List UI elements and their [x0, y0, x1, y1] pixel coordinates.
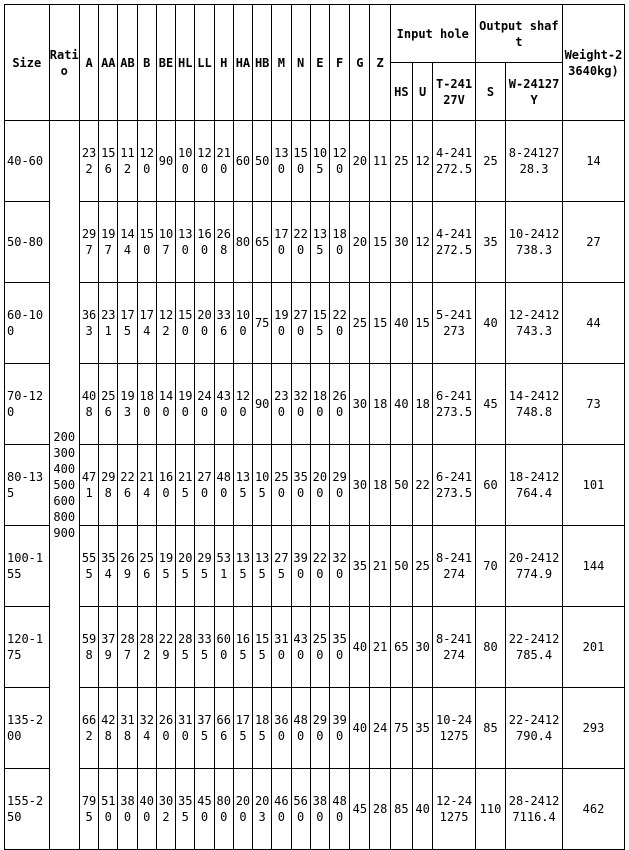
weight-header: Weight-23640kg): [563, 5, 625, 121]
value-cell: 30: [413, 607, 433, 688]
u-header: U: [413, 63, 433, 121]
size-cell: 40-60: [5, 121, 50, 202]
col-header: HB: [253, 5, 272, 121]
value-cell: 15: [370, 202, 390, 283]
col-header: F: [330, 5, 350, 121]
value-cell: 50: [253, 121, 272, 202]
col-header: E: [311, 5, 330, 121]
value-cell: 428: [99, 688, 118, 769]
value-cell: 18: [370, 364, 390, 445]
s-header: S: [476, 63, 506, 121]
value-cell: 462: [563, 769, 625, 850]
value-cell: 110: [476, 769, 506, 850]
size-header: Size: [5, 5, 50, 121]
value-cell: 40: [350, 607, 370, 688]
value-cell: 65: [253, 202, 272, 283]
value-cell: 290: [311, 688, 330, 769]
size-cell: 135-200: [5, 688, 50, 769]
ratio-cell: 200 300 400 500 600 800 900: [50, 121, 80, 850]
value-cell: 430: [292, 607, 311, 688]
table-row: [5, 121, 625, 202]
value-cell: 256: [99, 364, 118, 445]
value-cell: 10-2412738.3: [506, 202, 563, 283]
value-cell: 220: [330, 283, 350, 364]
value-cell: 350: [292, 445, 311, 526]
value-cell: 336: [215, 283, 234, 364]
value-cell: 165: [234, 607, 253, 688]
value-cell: 120: [330, 121, 350, 202]
value-cell: 14-2412748.8: [506, 364, 563, 445]
value-cell: 290: [330, 445, 350, 526]
col-header: LL: [195, 5, 214, 121]
w-header: W-24127Y: [506, 63, 563, 121]
value-cell: 105: [253, 445, 272, 526]
col-header: G: [350, 5, 370, 121]
value-cell: 35: [476, 202, 506, 283]
value-cell: 144: [563, 526, 625, 607]
value-cell: 480: [292, 688, 311, 769]
value-cell: 200: [234, 769, 253, 850]
value-cell: 75: [253, 283, 272, 364]
value-cell: 320: [292, 364, 311, 445]
value-cell: 22-2412785.4: [506, 607, 563, 688]
table-body: [5, 121, 625, 850]
value-cell: 150: [176, 283, 195, 364]
value-cell: 60: [476, 445, 506, 526]
value-cell: 8-241274: [433, 607, 476, 688]
value-cell: 460: [272, 769, 291, 850]
value-cell: 201: [563, 607, 625, 688]
value-cell: 256: [138, 526, 157, 607]
value-cell: 21: [370, 607, 390, 688]
value-cell: 20: [350, 121, 370, 202]
col-header: H: [215, 5, 234, 121]
value-cell: 12-2412743.3: [506, 283, 563, 364]
value-cell: 180: [138, 364, 157, 445]
value-cell: 122: [157, 283, 176, 364]
col-header: B: [138, 5, 157, 121]
value-cell: 65: [391, 607, 413, 688]
value-cell: 190: [272, 283, 291, 364]
value-cell: 18-2412764.4: [506, 445, 563, 526]
value-cell: 229: [157, 607, 176, 688]
value-cell: 220: [292, 202, 311, 283]
value-cell: 302: [157, 769, 176, 850]
value-cell: 4-241272.5: [433, 202, 476, 283]
value-cell: 25: [476, 121, 506, 202]
value-cell: 14: [563, 121, 625, 202]
value-cell: 8-241274: [433, 526, 476, 607]
output-shaft-header: Output shaft: [476, 5, 563, 63]
value-cell: 174: [138, 283, 157, 364]
value-cell: 144: [118, 202, 137, 283]
value-cell: 197: [99, 202, 118, 283]
value-cell: 185: [253, 688, 272, 769]
value-cell: 215: [176, 445, 195, 526]
value-cell: 18: [413, 364, 433, 445]
value-cell: 800: [215, 769, 234, 850]
value-cell: 230: [272, 364, 291, 445]
value-cell: 60: [234, 121, 253, 202]
value-cell: 25: [413, 526, 433, 607]
value-cell: 11: [370, 121, 390, 202]
value-cell: 107: [157, 202, 176, 283]
value-cell: 268: [215, 202, 234, 283]
value-cell: 270: [292, 283, 311, 364]
table-row: [5, 202, 625, 283]
value-cell: 295: [195, 526, 214, 607]
value-cell: 6-241273.5: [433, 445, 476, 526]
value-cell: 30: [391, 202, 413, 283]
value-cell: 193: [118, 364, 137, 445]
value-cell: 375: [195, 688, 214, 769]
value-cell: 25: [391, 121, 413, 202]
value-cell: 260: [330, 364, 350, 445]
value-cell: 20-2412774.9: [506, 526, 563, 607]
value-cell: 100: [234, 283, 253, 364]
value-cell: 75: [391, 688, 413, 769]
value-cell: 250: [272, 445, 291, 526]
value-cell: 28: [370, 769, 390, 850]
value-cell: 250: [311, 607, 330, 688]
value-cell: 287: [118, 607, 137, 688]
value-cell: 50: [391, 445, 413, 526]
value-cell: 135: [311, 202, 330, 283]
value-cell: 390: [330, 688, 350, 769]
value-cell: 310: [272, 607, 291, 688]
value-cell: 35: [350, 526, 370, 607]
value-cell: 6-241273.5: [433, 364, 476, 445]
value-cell: 22-2412790.4: [506, 688, 563, 769]
value-cell: 135: [253, 526, 272, 607]
value-cell: 130: [272, 121, 291, 202]
value-cell: 35: [413, 688, 433, 769]
value-cell: 335: [195, 607, 214, 688]
value-cell: 324: [138, 688, 157, 769]
value-cell: 430: [215, 364, 234, 445]
value-cell: 12: [413, 121, 433, 202]
value-cell: 85: [476, 688, 506, 769]
value-cell: 80: [476, 607, 506, 688]
col-header: HA: [234, 5, 253, 121]
table-row: [5, 607, 625, 688]
value-cell: 15: [413, 283, 433, 364]
value-cell: 20: [350, 202, 370, 283]
value-cell: 40: [476, 283, 506, 364]
value-cell: 175: [118, 283, 137, 364]
value-cell: 408: [80, 364, 99, 445]
value-cell: 195: [157, 526, 176, 607]
value-cell: 531: [215, 526, 234, 607]
value-cell: 226: [118, 445, 137, 526]
value-cell: 22: [413, 445, 433, 526]
value-cell: 150: [138, 202, 157, 283]
value-cell: 210: [215, 121, 234, 202]
value-cell: 310: [176, 688, 195, 769]
value-cell: 40: [391, 364, 413, 445]
value-cell: 200: [311, 445, 330, 526]
value-cell: 297: [80, 202, 99, 283]
col-header: N: [292, 5, 311, 121]
value-cell: 85: [391, 769, 413, 850]
value-cell: 260: [157, 688, 176, 769]
value-cell: 200: [195, 283, 214, 364]
value-cell: 150: [292, 121, 311, 202]
value-cell: 220: [311, 526, 330, 607]
value-cell: 390: [292, 526, 311, 607]
value-cell: 471: [80, 445, 99, 526]
value-cell: 160: [157, 445, 176, 526]
value-cell: 190: [176, 364, 195, 445]
value-cell: 101: [563, 445, 625, 526]
value-cell: 598: [80, 607, 99, 688]
value-cell: 18: [370, 445, 390, 526]
ratio-header: Ratio: [50, 5, 80, 121]
value-cell: 130: [176, 202, 195, 283]
value-cell: 25: [350, 283, 370, 364]
col-header: HL: [176, 5, 195, 121]
value-cell: 282: [138, 607, 157, 688]
value-cell: 27: [563, 202, 625, 283]
value-cell: 90: [157, 121, 176, 202]
value-cell: 156: [99, 121, 118, 202]
value-cell: 28-24127116.4: [506, 769, 563, 850]
value-cell: 155: [253, 607, 272, 688]
value-cell: 320: [330, 526, 350, 607]
value-cell: 40: [391, 283, 413, 364]
spec-table: [4, 4, 625, 850]
value-cell: 555: [80, 526, 99, 607]
value-cell: 363: [80, 283, 99, 364]
table-row: [5, 283, 625, 364]
table-row: [5, 769, 625, 850]
value-cell: 285: [176, 607, 195, 688]
value-cell: 12-241275: [433, 769, 476, 850]
value-cell: 231: [99, 283, 118, 364]
size-cell: 80-135: [5, 445, 50, 526]
value-cell: 24: [370, 688, 390, 769]
value-cell: 4-241272.5: [433, 121, 476, 202]
size-cell: 60-100: [5, 283, 50, 364]
value-cell: 21: [370, 526, 390, 607]
value-cell: 40: [413, 769, 433, 850]
value-cell: 100: [176, 121, 195, 202]
value-cell: 232: [80, 121, 99, 202]
value-cell: 112: [118, 121, 137, 202]
value-cell: 160: [195, 202, 214, 283]
value-cell: 175: [234, 688, 253, 769]
value-cell: 180: [330, 202, 350, 283]
value-cell: 355: [176, 769, 195, 850]
value-cell: 795: [80, 769, 99, 850]
col-header: Z: [370, 5, 390, 121]
value-cell: 15: [370, 283, 390, 364]
value-cell: 30: [350, 445, 370, 526]
value-cell: 380: [311, 769, 330, 850]
hs-header: HS: [391, 63, 413, 121]
value-cell: 45: [350, 769, 370, 850]
value-cell: 560: [292, 769, 311, 850]
value-cell: 120: [234, 364, 253, 445]
value-cell: 318: [118, 688, 137, 769]
value-cell: 90: [253, 364, 272, 445]
value-cell: 44: [563, 283, 625, 364]
value-cell: 205: [176, 526, 195, 607]
value-cell: 666: [215, 688, 234, 769]
value-cell: 70: [476, 526, 506, 607]
value-cell: 270: [195, 445, 214, 526]
value-cell: 80: [234, 202, 253, 283]
value-cell: 275: [272, 526, 291, 607]
value-cell: 400: [138, 769, 157, 850]
value-cell: 354: [99, 526, 118, 607]
value-cell: 12: [413, 202, 433, 283]
value-cell: 214: [138, 445, 157, 526]
value-cell: 73: [563, 364, 625, 445]
t-header: T-24127V: [433, 63, 476, 121]
col-header: AA: [99, 5, 118, 121]
size-cell: 120-175: [5, 607, 50, 688]
value-cell: 293: [563, 688, 625, 769]
value-cell: 380: [118, 769, 137, 850]
value-cell: 8-2412728.3: [506, 121, 563, 202]
value-cell: 120: [195, 121, 214, 202]
value-cell: 600: [215, 607, 234, 688]
value-cell: 480: [215, 445, 234, 526]
value-cell: 140: [157, 364, 176, 445]
value-cell: 510: [99, 769, 118, 850]
value-cell: 5-241273: [433, 283, 476, 364]
col-header: BE: [157, 5, 176, 121]
input-hole-header: Input hole: [391, 5, 476, 63]
size-cell: 70-120: [5, 364, 50, 445]
table-row: [5, 445, 625, 526]
value-cell: 360: [272, 688, 291, 769]
value-cell: 170: [272, 202, 291, 283]
size-cell: 155-250: [5, 769, 50, 850]
col-header: M: [272, 5, 291, 121]
value-cell: 135: [234, 445, 253, 526]
col-header: AB: [118, 5, 137, 121]
value-cell: 105: [311, 121, 330, 202]
value-cell: 50: [391, 526, 413, 607]
value-cell: 135: [234, 526, 253, 607]
value-cell: 180: [311, 364, 330, 445]
col-header: A: [80, 5, 99, 121]
table-row: [5, 526, 625, 607]
value-cell: 40: [350, 688, 370, 769]
value-cell: 155: [311, 283, 330, 364]
value-cell: 298: [99, 445, 118, 526]
value-cell: 379: [99, 607, 118, 688]
value-cell: 269: [118, 526, 137, 607]
value-cell: 30: [350, 364, 370, 445]
value-cell: 240: [195, 364, 214, 445]
size-cell: 50-80: [5, 202, 50, 283]
value-cell: 480: [330, 769, 350, 850]
value-cell: 45: [476, 364, 506, 445]
value-cell: 120: [138, 121, 157, 202]
value-cell: 350: [330, 607, 350, 688]
value-cell: 203: [253, 769, 272, 850]
size-cell: 100-155: [5, 526, 50, 607]
table-row: [5, 364, 625, 445]
value-cell: 662: [80, 688, 99, 769]
value-cell: 10-241275: [433, 688, 476, 769]
value-cell: 450: [195, 769, 214, 850]
table-row: [5, 688, 625, 769]
